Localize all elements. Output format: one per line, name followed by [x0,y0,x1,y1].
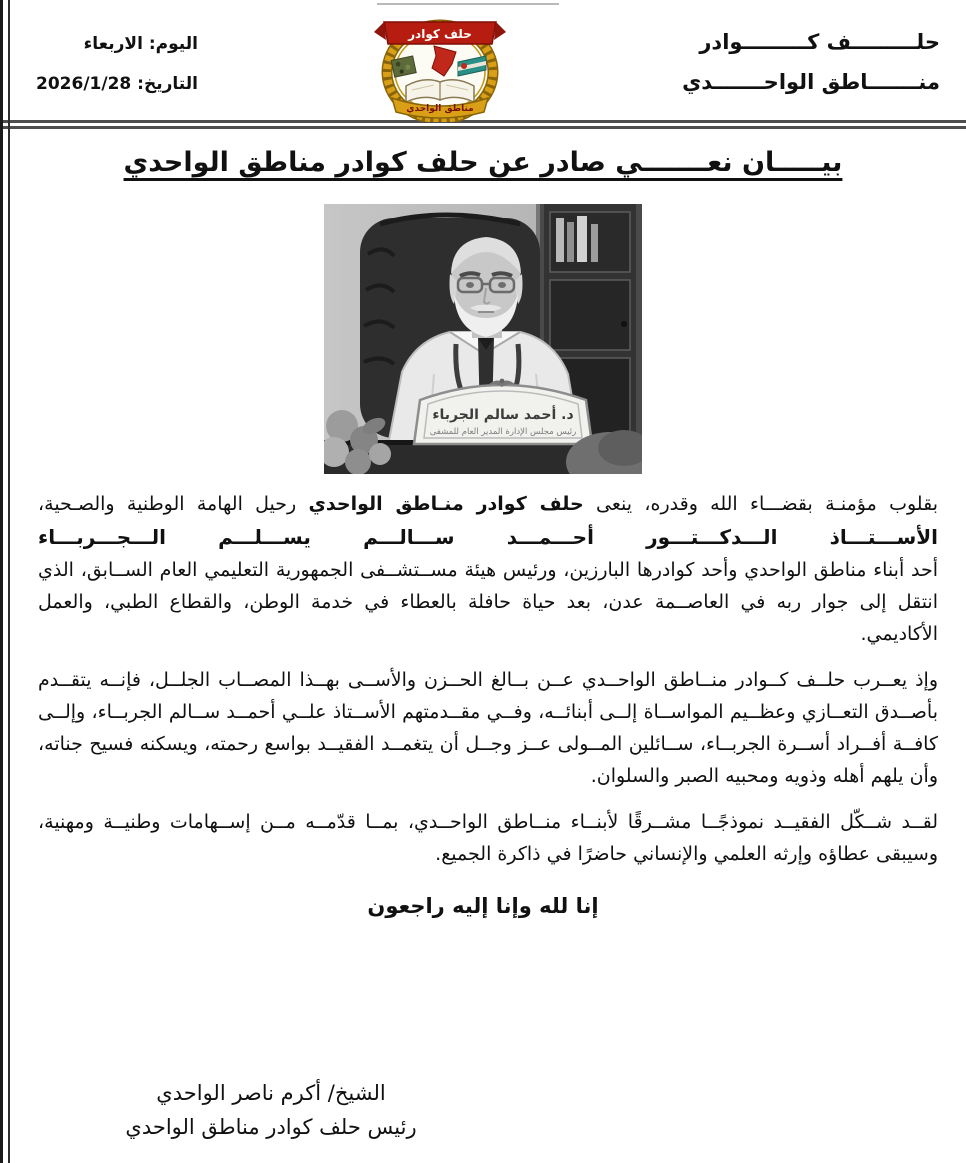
scan-artifact-left-line-2 [8,0,10,1163]
obituary-paragraph-3: لقــد شــكّل الفقيــد نموذجًــا مشــرقًا لأبنــاء منــاطق الواحــدي، بمــا قدّمــه مــن إســهامات وطنيــة ومهنية، وسيبقى عطاؤه وإرثه العلمي والإنساني حاضرًا في ذاكرة الجميع. [38,811,938,865]
letterhead [0,0,966,114]
obituary-paragraph-2: وإذ يعــرب حلــف كــوادر منــاطق الواحــدي عــن بــالغ الحــزن والأســى بهــذا المصــاب الجلــل، فإنــه يتقــدم بأصــدق التعــازي وعظــيم المواســاة إلــى أبنائــه، وفــي مقــدمتهم الأســتاذ علــي أحمــد ســالم الجربــاء، وإلــى كافــة أفــراد أســرة الجربــاء، ســائلين المــولى عــز وجــل أن يتغمــد الفقيــد بواسع رحمته، ويسكنه فسيح جناته، وأن يلهم أهله وذويه ومحبيه الصبر والسلوان. [38,669,938,787]
org-emblem-logo [360,10,520,126]
page-title: بيـــــان نعـــــــي صادر عن حلف كوادر مناطق الواحدي [123,147,843,178]
deceased-name-line: الأســـتـــاذ الـــدكـــتـــور أحـــمـــد ســـالـــم يســـلـــم الـــجـــربـــاء [38,525,938,549]
org-emblem-icon [360,10,520,122]
org-name [682,14,940,102]
date-label: التاريخ: 2026/1/28 [36,74,198,94]
signatory-title: رئيس حلف كوادر مناطق الواحدي [125,1115,417,1139]
logo-banner-text: حلف كوادر [408,27,472,41]
deceased-photo [324,204,642,474]
p1-org-bold-text: حلف كوادر منـاطق الواحدي [308,493,584,515]
signature-block [86,1076,456,1144]
nameplate-name-text: د. أحمد سالم الجرباء [432,407,574,423]
obituary-paragraph-1 [38,488,938,650]
paragraph1-rest: أحد أبناء مناطق الواحدي وأحد كوادرها البارزين، ورئيس هيئة مســتشــفى الجمهورية التعليمي العام الســابق، الذي انتقل إلى جوار ربه في العاصــمة عدن، بعد حياة حافلة بالعطاء في خدمة الوطن، والقطاع الطبي، والعمل الأكاديمي. [38,559,938,645]
scan-artifact-left-line [0,0,3,1163]
date-block [30,14,198,104]
org-name-line1: حلـــــــــف كـــــــــوادر [699,30,940,54]
paragraph1-opening-line [38,488,938,520]
nameplate-title-text: رئيس مجلس الإدارة المدير العام للمشفى [429,427,577,437]
signatory-name: الشيخ/ أكرم ناصر الواحدي [156,1081,386,1105]
org-name-line2: منـــــــاطق الواحـــــــدي [682,70,940,94]
day-label: اليوم: الاربعاء [83,34,198,54]
logo-bottom-text: مناطق الواحدي [406,104,474,114]
scan-artifact-top-line [377,3,559,5]
deceased-photo-illustration [324,204,642,474]
p1-opening-tail: رحيل الهامة الوطنية والصـحية، [38,493,309,515]
p1-opening-text: بقلوب مؤمنـة بقضـــاء الله وقدره، ينعى [583,493,938,515]
istirjaa-line: إنا لله وإنا إليه راجعون [367,894,599,918]
